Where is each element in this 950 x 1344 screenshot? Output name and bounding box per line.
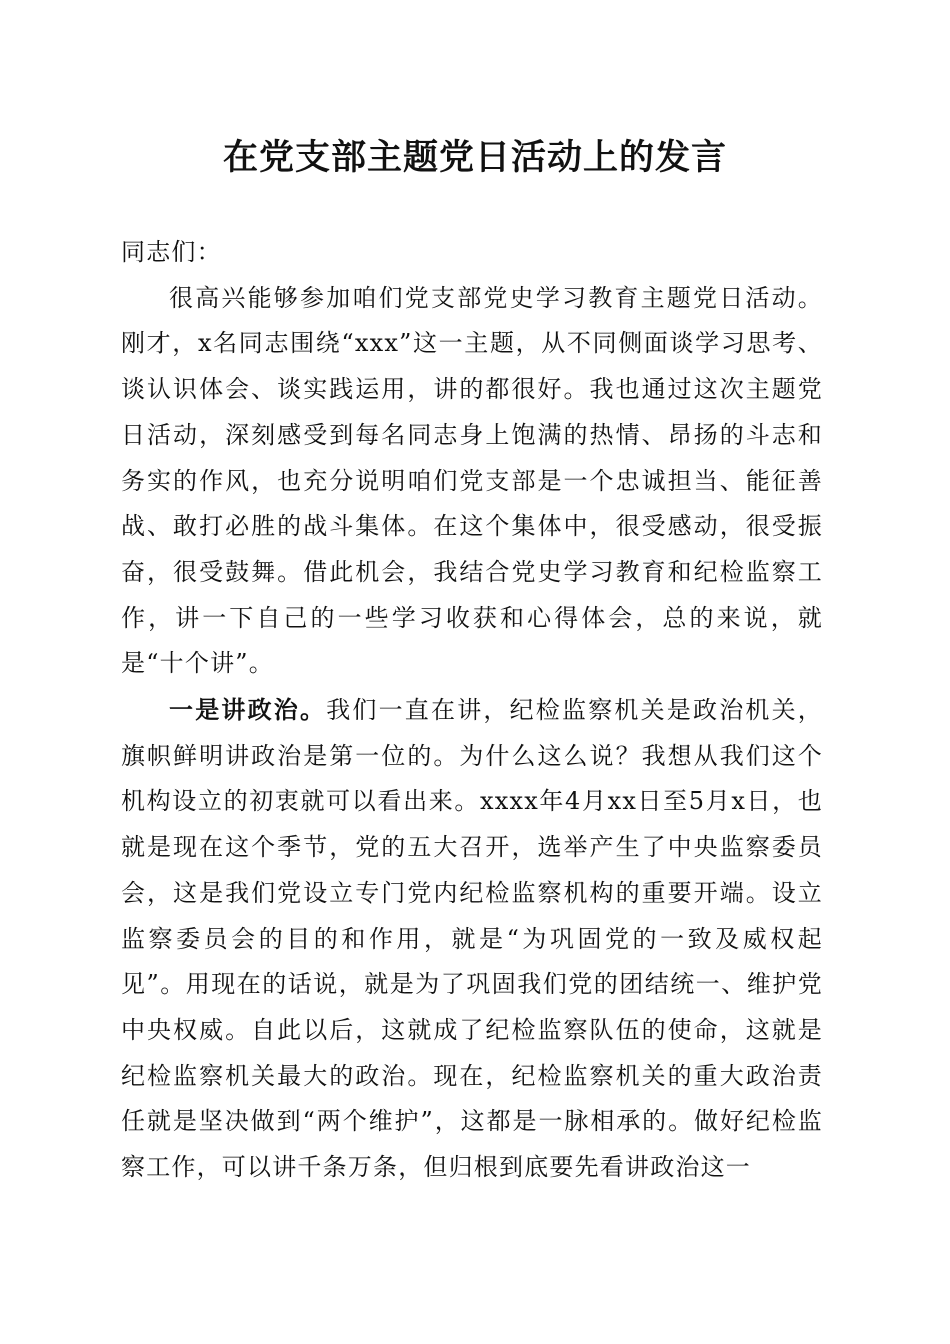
document-title: 在党支部主题党日活动上的发言: [222, 137, 727, 178]
document-body: [121, 230, 823, 1191]
paragraph-point-one-text: 我们一直在讲，纪检监察机关是政治机关，旗帜鲜明讲政治是第一位的。为什么这么说？我想从我们这个机构设立的初衷就可以看出来。xxxx年4月xx日至5月x日，也就是现在这个季节，党的五大召开，选举产生了中央监察委员会，这是我们党设立专门党内纪检监察机构的重要开端。设立监察委员会的目的和作用，就是“为巩固党的一致及威权起见”。用现在的话说，就是为了巩固我们党的团结统一、维护党中央权威。自此以后，这就成了纪检监察队伍的使命，这就是纪检监察机关最大的政治。现在，纪检监察机关的重大政治责任就是坚决做到“两个维护”，这都是一脉相承的。做好纪检监察工作，可以讲千条万条，但归根到底要先看讲政治这一: [121, 696, 823, 1182]
salutation: 同志们：: [121, 238, 222, 266]
paragraph-opening: [121, 276, 823, 687]
paragraph-point-one: [121, 687, 823, 1191]
paragraph-opening-text: 很高兴能够参加咱们党支部党史学习教育主题党日活动。刚才，x名同志围绕“xxx”这一主题，从不同侧面谈学习思考、谈认识体会、谈实践运用，讲的都很好。我也通过这次主题党日活动，深刻感受到每名同志身上饱满的热情、昂扬的斗志和务实的作风，也充分说明咱们党支部是一个忠诚担当、能征善战、敢打必胜的战斗集体。在这个集体中，很受感动，很受振奋，很受鼓舞。借此机会，我结合党史学习教育和纪检监察工作，讲一下自己的一些学习收获和心得体会，总的来说，就是“十个讲”。: [121, 283, 823, 678]
paragraph-point-one-heading: 一是讲政治。: [169, 695, 327, 725]
